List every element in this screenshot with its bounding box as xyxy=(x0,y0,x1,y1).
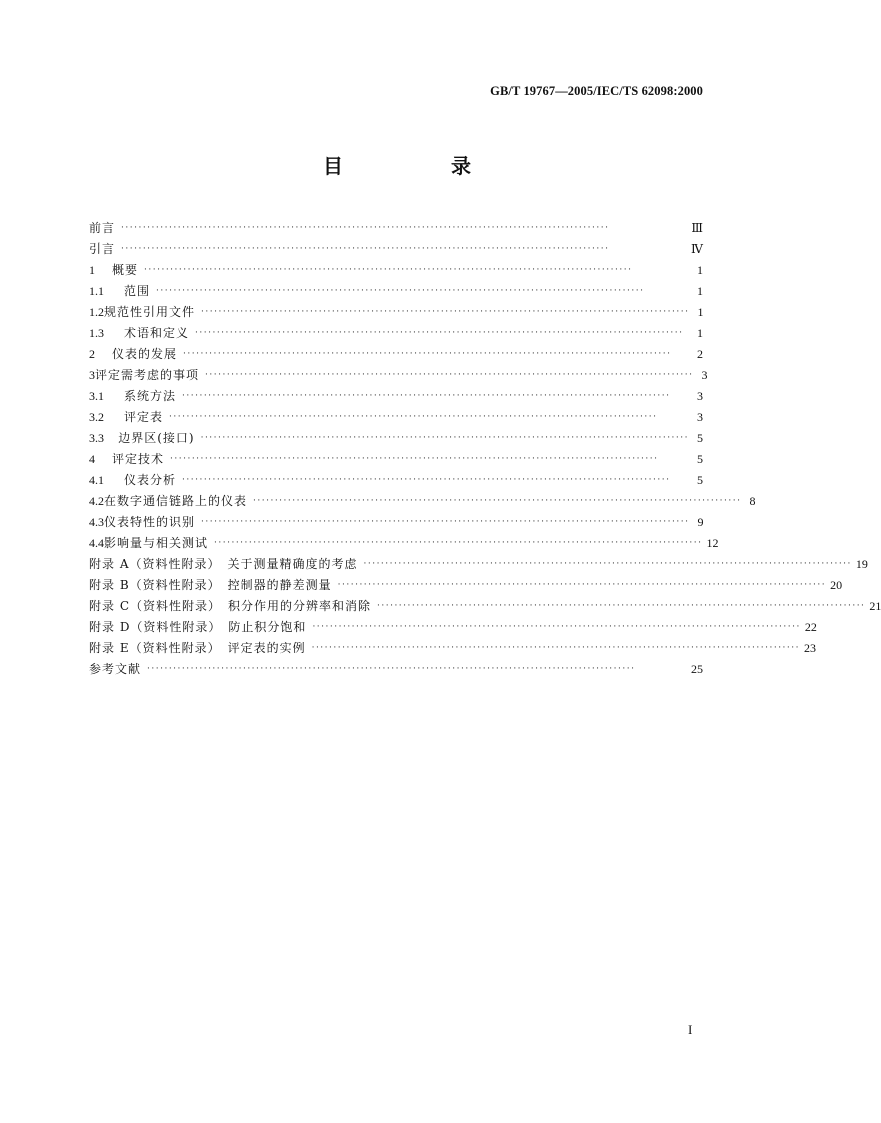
toc-entry-title: 附录 C（资料性附录） 积分作用的分辨率和消除 xyxy=(89,599,371,613)
toc-entry-title: 评定技术 xyxy=(112,452,165,466)
toc-entry-page: 2 xyxy=(697,347,703,361)
toc-leader-dots: ················································································································ xyxy=(214,538,703,548)
toc-entry[interactable] xyxy=(89,281,703,302)
toc-entry-page: 8 xyxy=(749,494,756,508)
toc-entry-page: 1 xyxy=(697,284,703,298)
toc-entry[interactable] xyxy=(89,428,703,449)
toc-entry-title: 评定需考虑的事项 xyxy=(95,368,200,382)
toc-entry-number: 4.3 xyxy=(89,515,104,529)
toc-leader-dots: ················································································································ xyxy=(363,559,852,569)
toc-leader-dots: ················································································································ xyxy=(147,664,636,674)
toc-entry-page: 25 xyxy=(691,662,703,676)
toc-leader-dots: ················································································································ xyxy=(182,391,671,401)
toc-entry[interactable] xyxy=(89,533,719,554)
toc-entry[interactable] xyxy=(89,302,703,323)
toc-entry-number: 4.4 xyxy=(89,536,104,550)
toc-entry-page: 21 xyxy=(869,599,881,613)
toc-entry-number: 3.2 xyxy=(89,410,104,424)
toc-leader-dots: ················································································································ xyxy=(195,328,684,338)
toc-entry-title: 前言 xyxy=(89,221,116,235)
toc-entry-title: 仪表分析 xyxy=(124,473,177,487)
toc-entry-page: 5 xyxy=(697,431,703,445)
toc-leader-dots: ················································································································ xyxy=(205,370,694,380)
toc-entry-title: 附录 A（资料性附录） 关于测量精确度的考虑 xyxy=(89,557,358,571)
toc-leader-dots: ················································································································ xyxy=(121,223,610,233)
toc-entry-title: 引言 xyxy=(89,242,116,256)
toc-entry[interactable] xyxy=(89,596,881,617)
toc-entry[interactable] xyxy=(89,344,703,365)
toc-leader-dots: ················································································································ xyxy=(182,475,671,485)
toc-entry[interactable] xyxy=(89,491,756,512)
toc-leader-dots: ················································································································ xyxy=(253,496,742,506)
toc-leader-dots: ················································································································ xyxy=(201,517,690,527)
toc-entry-number: 3 xyxy=(89,368,95,382)
toc-leader-dots: ················································································································ xyxy=(183,349,672,359)
toc-entry-title: 影响量与相关测试 xyxy=(104,536,209,550)
toc-entry-title: 边界区(接口) xyxy=(118,431,195,445)
toc-entry[interactable] xyxy=(89,470,703,491)
toc-leader-dots: ················································································································ xyxy=(312,622,801,632)
toc-entry-title: 参考文献 xyxy=(89,662,142,676)
toc-entry-title: 仪表特性的识别 xyxy=(104,515,196,529)
toc-entry-title: 附录 D（资料性附录） 防止积分饱和 xyxy=(89,620,307,634)
page-number: I xyxy=(688,1022,693,1037)
toc-entry-number: 3.3 xyxy=(89,431,104,445)
toc-entry[interactable] xyxy=(89,239,703,260)
toc-entry-page: 3 xyxy=(697,410,703,424)
toc-entry-number: 4 xyxy=(89,452,95,466)
toc-entry-page: 1 xyxy=(697,263,703,277)
toc-leader-dots: ················································································································ xyxy=(201,307,690,317)
toc-entry-page: 1 xyxy=(697,326,703,340)
toc-entry[interactable] xyxy=(89,365,708,386)
toc-leader-dots: ················································································································ xyxy=(144,265,633,275)
table-of-contents xyxy=(89,218,881,680)
toc-entry-page: 3 xyxy=(701,368,708,382)
toc-entry[interactable] xyxy=(89,638,816,659)
toc-entry-number: 4.2 xyxy=(89,494,104,508)
toc-entry-page: 22 xyxy=(804,620,817,634)
toc-leader-dots: ················································································································ xyxy=(337,580,827,590)
toc-entry-title: 规范性引用文件 xyxy=(104,305,196,319)
toc-leader-dots: ················································································································ xyxy=(170,454,659,464)
toc-entry[interactable] xyxy=(89,407,703,428)
toc-entry-page: 5 xyxy=(697,473,703,487)
toc-entry-title: 附录 E（资料性附录） 评定表的实例 xyxy=(89,641,306,655)
toc-entry[interactable] xyxy=(89,617,817,638)
toc-entry-title: 附录 B（资料性附录） 控制器的静差测量 xyxy=(89,578,332,592)
toc-entry-number: 1.1 xyxy=(89,284,104,298)
toc-entry-title: 评定表 xyxy=(124,410,164,424)
toc-leader-dots: ················································································································ xyxy=(311,643,800,653)
toc-leader-dots: ················································································································ xyxy=(169,412,658,422)
toc-entry[interactable] xyxy=(89,659,703,680)
toc-entry-page: Ⅲ xyxy=(691,221,703,235)
standard-code: GB/T 19767—2005/IEC/TS 62098:2000 xyxy=(490,84,703,98)
toc-entry-title: 在数字通信链路上的仪表 xyxy=(104,494,248,508)
toc-entry-number: 2 xyxy=(89,347,95,361)
toc-leader-dots: ················································································································ xyxy=(121,244,610,254)
toc-leader-dots: ················································································································ xyxy=(377,601,866,611)
page-title: 目 录 xyxy=(323,154,515,178)
toc-entry-page: 3 xyxy=(697,389,703,403)
toc-entry-title: 概要 xyxy=(112,263,139,277)
toc-entry-page: Ⅳ xyxy=(691,242,703,256)
toc-entry[interactable] xyxy=(89,449,703,470)
toc-entry-title: 术语和定义 xyxy=(124,326,190,340)
toc-entry[interactable] xyxy=(89,386,703,407)
toc-entry-page: 9 xyxy=(697,515,704,529)
toc-entry[interactable] xyxy=(89,554,868,575)
toc-entry-title: 范围 xyxy=(124,284,151,298)
toc-entry[interactable] xyxy=(89,218,703,239)
toc-entry-title: 仪表的发展 xyxy=(112,347,178,361)
toc-leader-dots: ················································································································ xyxy=(156,286,645,296)
toc-entry-number: 1 xyxy=(89,263,95,277)
toc-entry[interactable] xyxy=(89,260,703,281)
toc-entry-page: 12 xyxy=(706,536,719,550)
toc-entry-page: 23 xyxy=(804,641,816,655)
toc-entry-page: 1 xyxy=(697,305,704,319)
toc-entry-title: 系统方法 xyxy=(124,389,177,403)
toc-entry-number: 1.3 xyxy=(89,326,104,340)
toc-entry-page: 19 xyxy=(855,557,868,571)
toc-entry-number: 4.1 xyxy=(89,473,104,487)
toc-entry[interactable] xyxy=(89,512,703,533)
toc-entry-page: 20 xyxy=(830,578,843,592)
toc-leader-dots: ················································································································ xyxy=(200,433,689,443)
toc-entry[interactable] xyxy=(89,575,843,596)
toc-entry-number: 1.2 xyxy=(89,305,104,319)
toc-entry-number: 3.1 xyxy=(89,389,104,403)
toc-entry-page: 5 xyxy=(697,452,703,466)
toc-entry[interactable] xyxy=(89,323,703,344)
